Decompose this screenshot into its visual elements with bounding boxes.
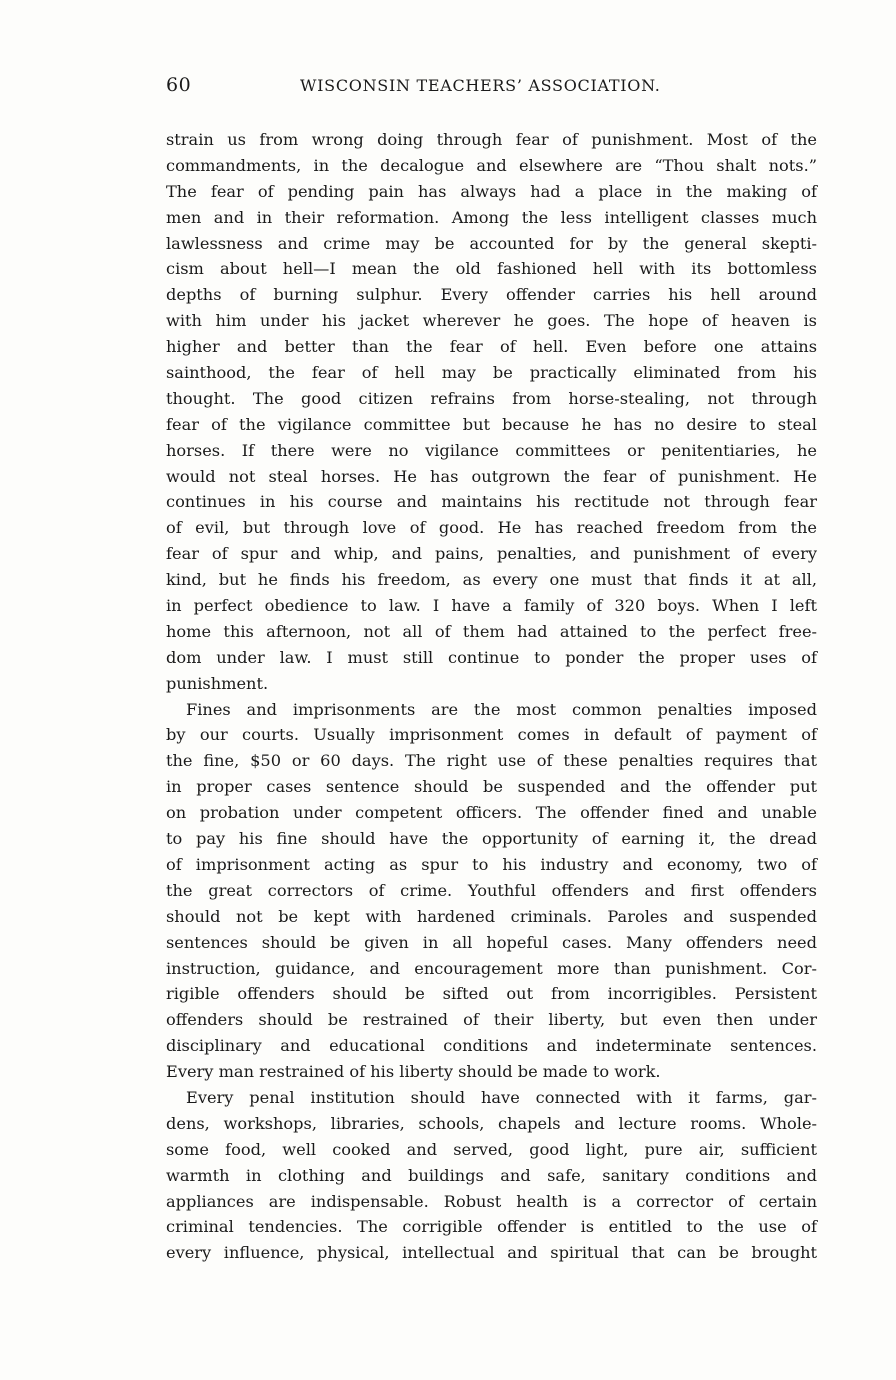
text-line: would not steal horses. He has outgrown the fear of punishment. He [166, 466, 817, 486]
text-line: cism about hell—I mean the old fashioned hell with its bottomless [166, 259, 817, 279]
text-line: strain us from wrong doing through fear of punishment. Most of the [166, 130, 817, 149]
text-line: the fine, $50 or 60 days. The right use of these penalties requires that [166, 751, 817, 771]
text-line: The fear of pending pain has always had a place in the making of [166, 181, 817, 201]
text-line: dens, workshops, libraries, schools, chapels and lecture rooms. Whole- [166, 1113, 817, 1133]
running-head: WISCONSIN TEACHERS’ ASSOCIATION. [300, 76, 661, 95]
text-line: thought. The good citizen refrains from horse-stealing, not through [166, 388, 817, 408]
text-line: with him under his jacket wherever he goes. The hope of heaven is [166, 311, 817, 331]
text-line: commandments, in the decalogue and elsewhere are “Thou shalt nots.” [166, 155, 817, 175]
page-header [166, 74, 816, 102]
text-line: sainthood, the fear of hell may be practically eliminated from his [166, 363, 817, 383]
text-line: disciplinary and educational conditions and indeterminate sentences. [166, 1036, 817, 1056]
text-line: by our courts. Usually imprisonment comes in default of payment of [166, 725, 817, 745]
text-line: Every man restrained of his liberty should be made to work. [166, 1062, 661, 1082]
text-line: lawlessness and crime may be accounted for by the general skepti- [166, 233, 817, 253]
text-line: home this afternoon, not all of them had attained to the perfect free- [166, 621, 817, 641]
text-line: some food, well cooked and served, good light, pure air, sufficient [166, 1139, 817, 1159]
text-line: of imprisonment acting as spur to his industry and economy, two of [166, 854, 817, 874]
text-line: continues in his course and maintains his rectitude not through fear [166, 492, 817, 512]
text-line: horses. If there were no vigilance committees or penitentiaries, he [166, 440, 817, 460]
text-line: higher and better than the fear of hell. Even before one attains [166, 337, 817, 357]
text-line: offenders should be restrained of their liberty, but even then under [166, 1010, 817, 1030]
text-line: Fines and imprisonments are the most common penalties imposed [186, 699, 817, 719]
page-number: 60 [166, 74, 192, 96]
text-line: the great correctors of crime. Youthful offenders and first offenders [166, 880, 817, 900]
text-line: in perfect obedience to law. I have a family of 320 boys. When I left [166, 596, 817, 616]
text-line: appliances are indispensable. Robust health is a corrector of certain [166, 1191, 817, 1211]
text-line: warmth in clothing and buildings and safe, sanitary conditions and [166, 1165, 817, 1185]
text-line: should not be kept with hardened criminals. Paroles and suspended [166, 906, 817, 926]
text-line: Every penal institution should have connected with it farms, gar- [186, 1087, 817, 1107]
text-line: every influence, physical, intellectual and spiritual that can be brought [166, 1243, 817, 1263]
text-line: depths of burning sulphur. Every offender carries his hell around [166, 285, 817, 305]
text-line: instruction, guidance, and encouragement more than punishment. Cor- [166, 958, 817, 978]
body-text [166, 127, 817, 1266]
text-line: criminal tendencies. The corrigible offender is entitled to the use of [166, 1217, 817, 1237]
text-line: to pay his fine should have the opportunity of earning it, the dread [166, 829, 817, 849]
text-line: men and in their reformation. Among the less intelligent classes much [166, 207, 817, 227]
text-line: sentences should be given in all hopeful cases. Many offenders need [166, 932, 817, 952]
text-line: fear of spur and whip, and pains, penalties, and punishment of every [166, 544, 817, 564]
text-line: of evil, but through love of good. He has reached freedom from the [166, 518, 817, 538]
text-line: punishment. [166, 673, 269, 693]
text-line: on probation under competent officers. The offender fined and unable [166, 803, 817, 823]
text-line: in proper cases sentence should be suspended and the offender put [166, 777, 817, 797]
text-line: rigible offenders should be sifted out from incorrigibles. Persistent [166, 984, 817, 1004]
text-line: fear of the vigilance committee but because he has no desire to steal [166, 414, 817, 434]
text-line: kind, but he finds his freedom, as every one must that finds it at all, [166, 570, 817, 590]
text-line: dom under law. I must still continue to ponder the proper uses of [166, 647, 817, 667]
